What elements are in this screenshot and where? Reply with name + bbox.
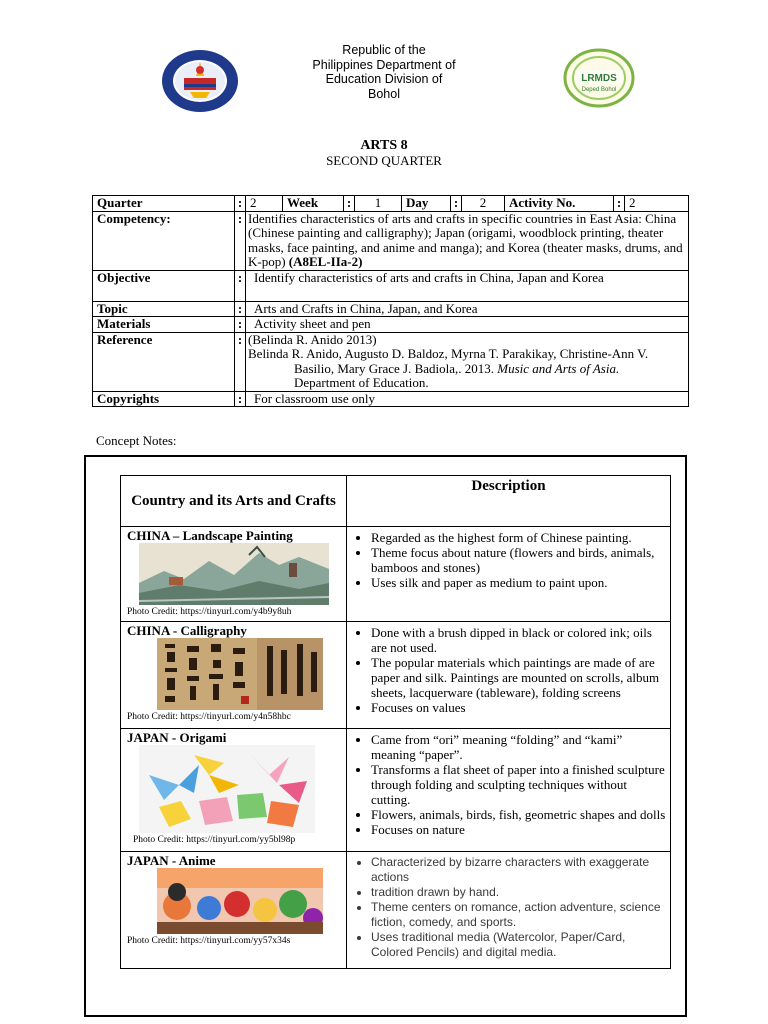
description-item: • Uses silk and paper as medium to paint upon.: [371, 575, 666, 590]
row-title: JAPAN - Anime: [127, 853, 216, 868]
description-item: • Came from “ori” meaning “folding” and “kami” meaning “paper”.: [371, 732, 666, 762]
reference-full: [248, 347, 684, 391]
materials-label: Materials: [93, 317, 235, 333]
calligraphy-image: [157, 638, 323, 710]
day-label: Day: [402, 196, 451, 212]
description-item: • The popular materials which paintings are made of are paper and silk. Paintings are mounted on scrolls, album sheets, lacquerware (tableware), folding screens: [371, 655, 666, 700]
topic-row: [93, 301, 689, 317]
notes-row: [121, 852, 671, 969]
copyrights-text: For classroom use only: [246, 391, 689, 407]
description-item: • Flowers, animals, birds, fish, geometric shapes and dolls: [371, 807, 666, 822]
reference-book-title: Music and Arts of Asia.: [497, 360, 620, 376]
colon: :: [235, 270, 246, 301]
colon: :: [344, 196, 355, 212]
country-cell: [121, 622, 347, 729]
notes-row: [121, 729, 671, 852]
deped-seal-logo: [160, 48, 240, 114]
description-cell: [347, 622, 671, 729]
origami-image: [139, 745, 315, 833]
colon: :: [235, 317, 246, 333]
copyrights-label: Copyrights: [93, 391, 235, 407]
colon: :: [451, 196, 462, 212]
agency-line-1: Republic of the: [342, 43, 426, 57]
reference-short: (Belinda R. Anido 2013): [248, 331, 377, 347]
colon: :: [614, 196, 625, 212]
topic-text: Arts and Crafts in China, Japan, and Korea: [246, 301, 689, 317]
colon: :: [235, 301, 246, 317]
lrmds-logo-subtext: Deped Bohol: [581, 87, 617, 93]
lrmds-logo-text: LRMDS: [581, 73, 617, 84]
photo-credit: Photo Credit: https://tinyurl.com/yy57x34s: [127, 936, 291, 946]
reference-row: [93, 332, 689, 391]
quarter-row: [93, 196, 689, 212]
week-value: 1: [355, 196, 402, 212]
description-item: • Uses traditional media (Watercolor, Paper/Card, Colored Pencils) and digital media.: [371, 930, 666, 960]
reference-label: Reference: [93, 332, 235, 391]
subject-title: ARTS 8: [360, 138, 408, 153]
description-cell: [347, 729, 671, 852]
competency-cell: [246, 211, 689, 270]
activity-value: 2: [625, 196, 689, 212]
competency-label: Competency:: [93, 211, 235, 270]
description-item: • Characterized by bizarre characters with exaggerate actions: [371, 855, 666, 885]
row-title: CHINA – Landscape Painting: [127, 528, 293, 543]
objective-label: Objective: [93, 270, 235, 301]
agency-line-4: Bohol: [368, 86, 400, 101]
country-header: Country and its Arts and Crafts: [121, 476, 347, 527]
anime-image: [157, 868, 323, 934]
description-item: • Done with a brush dipped in black or colored ink; oils are not used.: [371, 625, 666, 655]
materials-row: [93, 317, 689, 333]
lrmds-logo: [563, 48, 635, 108]
photo-credit: Photo Credit: https://tinyurl.com/y4n58hbc: [127, 712, 291, 722]
notes-row: [121, 527, 671, 622]
materials-text: Activity sheet and pen: [246, 317, 689, 333]
concept-notes-label: Concept Notes:: [96, 433, 177, 448]
country-cell: [121, 729, 347, 852]
description-item: • Theme focus about nature (flowers and birds, animals, bamboos and stones): [371, 545, 666, 575]
objective-text: Identify characteristics of arts and crafts in China, Japan and Korea: [246, 270, 689, 301]
description-item: • Regarded as the highest form of Chinese painting.: [371, 530, 666, 545]
landscape-painting-image: [139, 543, 329, 605]
description-list: [351, 732, 666, 837]
reference-authors: Belinda R. Anido, Augusto D. Baldoz, Myrna T. Parakikay, Christine-Ann V. Basilio, Mary Grace J. Badiola,. 2013.: [248, 346, 649, 376]
row-title: JAPAN - Origami: [127, 730, 227, 745]
photo-credit: Photo Credit: https://tinyurl.com/yy5bl98p: [133, 835, 296, 845]
activity-label: Activity No.: [505, 196, 614, 212]
concept-notes-table: [120, 475, 671, 969]
description-item: • tradition drawn by hand.: [371, 885, 666, 900]
quarter-value: 2: [246, 196, 283, 212]
copyrights-row: [93, 391, 689, 407]
country-cell: [121, 852, 347, 969]
notes-row: [121, 622, 671, 729]
reference-cell: [246, 332, 689, 391]
colon: :: [235, 332, 246, 391]
description-cell: [347, 852, 671, 969]
description-item: • Transforms a flat sheet of paper into a finished sculpture through folding and sculpting techniques without cutting.: [371, 762, 666, 807]
colon: :: [235, 211, 246, 270]
competency-code: (A8EL-IIa-2): [288, 254, 363, 269]
description-list: [351, 625, 666, 715]
description-list: [351, 855, 666, 960]
objective-row: [93, 270, 689, 301]
country-cell: [121, 527, 347, 622]
description-list: [351, 530, 666, 590]
description-cell: [347, 527, 671, 622]
activity-info-table: [92, 195, 689, 407]
topic-label: Topic: [93, 301, 235, 317]
agency-line-2: Philippines Department of: [312, 57, 456, 72]
description-item: • Theme centers on romance, action adventure, science fiction, comedy, and sports.: [371, 900, 666, 930]
row-title: CHINA - Calligraphy: [127, 623, 247, 638]
colon: :: [235, 196, 246, 212]
quarter-label: Quarter: [93, 196, 235, 212]
quarter-title: SECOND QUARTER: [326, 153, 442, 168]
colon: :: [235, 391, 246, 407]
description-item: • Focuses on values: [371, 700, 666, 715]
notes-header-row: [121, 476, 671, 527]
description-item: • Focuses on nature: [371, 822, 666, 837]
week-label: Week: [283, 196, 344, 212]
competency-row: [93, 211, 689, 270]
agency-line-3: Education Division of: [325, 72, 443, 86]
description-header: Description: [347, 476, 671, 527]
photo-credit: Photo Credit: https://tinyurl.com/y4b9y8uh: [127, 607, 292, 617]
day-value: 2: [462, 196, 505, 212]
competency-text: Identifies characteristics of arts and crafts in specific countries in East Asia: China (Chinese painting and calligraphy); Japan (origami, woodblock printing, theater masks, face painting, and anime and manga); and Korea (theater masks, drums, and K-pop): [248, 210, 683, 269]
agency-header: [234, 43, 534, 101]
reference-publisher: Department of Education.: [294, 375, 429, 390]
